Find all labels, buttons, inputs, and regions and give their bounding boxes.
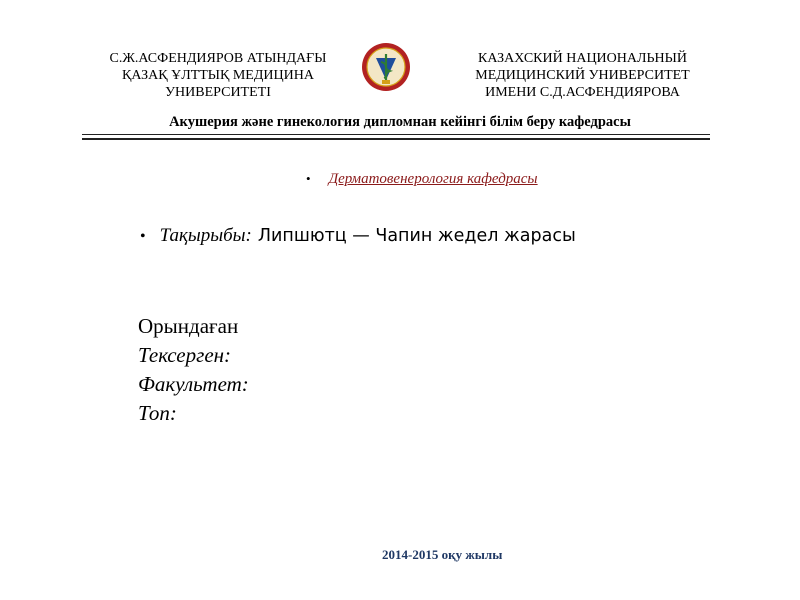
department-bullet	[306, 171, 538, 188]
header-left-line-1: С.Ж.АСФЕНДИЯРОВ АТЫНДАҒЫ	[109, 51, 327, 66]
field-checked-by: Тексерген:	[138, 343, 232, 367]
topic-line	[140, 225, 576, 247]
topic-label: Тақырыбы:	[159, 225, 252, 246]
department-title: Акушерия және гинекология дипломнан кейінгі білім беру кафедрасы	[169, 114, 631, 130]
header-right-line-3: ИМЕНИ С.Д.АСФЕНДИЯРОВА	[485, 85, 680, 100]
header-left-line-2: ҚАЗАҚ ҰЛТТЫҚ МЕДИЦИНА	[122, 68, 314, 83]
header-right-line-1: КАЗАХСКИЙ НАЦИОНАЛЬНЫЙ	[478, 51, 687, 66]
university-seal-icon	[361, 42, 411, 92]
header-left-line-3: УНИВЕРСИТЕТІ	[165, 85, 271, 100]
field-group: Топ:	[138, 401, 177, 425]
field-performed-by: Орындаған	[138, 314, 239, 338]
header-divider-thin	[82, 134, 710, 135]
academic-year: 2014-2015 оқу жылы	[382, 547, 503, 562]
bullet-icon: •	[140, 228, 146, 245]
header-right-line-2: МЕДИЦИНСКИЙ УНИВЕРСИТЕТ	[475, 68, 690, 83]
department-bullet-text: Дерматовенерология кафедрасы	[328, 171, 538, 187]
topic-value: Липшютц — Чапин жедел жарасы	[257, 226, 576, 246]
field-faculty: Факультет:	[138, 372, 249, 396]
author-fields	[138, 312, 249, 428]
header-divider-thick	[82, 138, 710, 140]
university-name-russian	[440, 50, 725, 101]
bullet-icon: •	[306, 171, 311, 186]
university-name-kazakh	[78, 50, 358, 101]
